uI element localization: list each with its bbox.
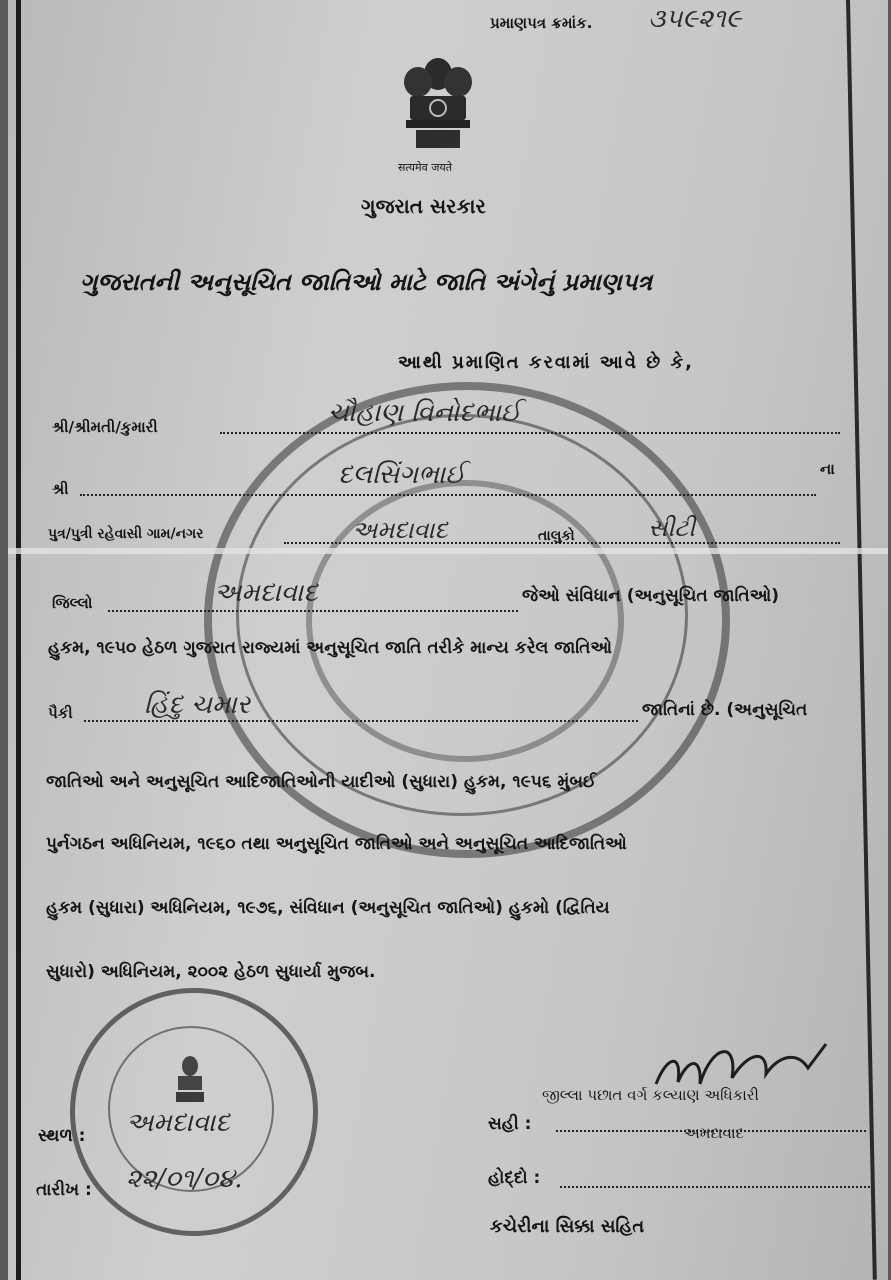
place-value: અમદાવાદ: [126, 1108, 230, 1138]
para-1: હુકમ, ૧૯૫૦ હેઠળ ગુજરાત રાજ્યમાં અનુસૂચિત જાતિ તરીકે માન્ય કરેલ જાતિઓ: [48, 638, 613, 658]
para-4: હુકમ (સુધારા) અધિનિયમ, ૧૯૭૬, સંવિધાન (અનુસૂચિત જાતિઓ) હુકમો (દ્વિતિય: [46, 898, 610, 918]
father-label: શ્રી: [52, 480, 69, 498]
date-label: તારીખ :: [36, 1180, 92, 1200]
designation-stamp: જીલ્લા પછાત વર્ગ કલ્યાણ અધિકારી: [542, 1086, 759, 1104]
residence-value: અમદાવાદ: [352, 516, 448, 544]
intro-text: આથી પ્રમાણિત કરવામાં આવે છે કે,: [398, 352, 695, 373]
district-line: [108, 610, 518, 612]
national-emblem-icon: [396, 52, 480, 156]
para-3: પુર્નગઠન અધિનિયમ, ૧૯૬૦ તથા અનુસૂચિત જાતિઓ અને અનુસૂચિત આદિજાતિઓ: [46, 834, 627, 854]
father-value: દલસિંગભાઈ: [338, 460, 466, 490]
para-5: સુધારો) અધિનિયમ, ૨૦૦૨ હેઠળ સુધાર્યા મુજબ.: [46, 962, 376, 982]
father-suffix: ના: [820, 460, 835, 478]
post-line: [560, 1186, 870, 1188]
father-line: [80, 494, 816, 496]
caste-value: હિંદુ ચમાર: [144, 690, 251, 720]
cert-no-value: ૩૫૯૨૧૯: [648, 4, 742, 34]
government-name: ગુજરાત સરકાર: [361, 194, 486, 218]
certificate-title: ગુજરાતની અનુસૂચિત જાતિઓ માટે જાતિ અંગેનું પ્રમાણપત્ર: [80, 268, 653, 296]
date-value: ૨૨/૦૧/૦૪.: [126, 1164, 243, 1194]
motto: सत्यमेव जयते: [398, 161, 453, 174]
paper-fold: [8, 548, 888, 554]
office-seal-note: કચેરીના સિક્કા સહિત: [490, 1216, 645, 1237]
right-border: [846, 0, 877, 1280]
signature-label: સહી :: [488, 1114, 532, 1134]
name-line: [220, 432, 840, 434]
taluka-label: તાલુકો: [538, 528, 575, 544]
seal-emblem-icon: [172, 1054, 208, 1108]
post-label: હોદ્દો :: [488, 1168, 541, 1188]
designation-city: અમદાવાદ: [684, 1124, 744, 1142]
signature-line: [556, 1130, 866, 1132]
left-border: [16, 0, 21, 1280]
caste-label: પૈકી: [48, 704, 73, 722]
name-label: શ્રી/શ્રીમતી/કુમારી: [52, 418, 158, 436]
taluka-value: સીટી: [648, 514, 696, 542]
district-label: જિલ્લો: [52, 594, 93, 612]
caste-suffix: જાતિનાં છે. (અનુસૂચિત: [642, 700, 808, 720]
cert-no-label: પ્રમાણપત્ર ક્રમાંક.: [490, 14, 593, 32]
certificate-sheet: [8, 0, 888, 1280]
district-value: અમદાવાદ: [214, 578, 318, 608]
para-2: જાતિઓ અને અનુસૂચિત આદિજાતિઓની યાદીઓ (સુધારા) હુકમ, ૧૯૫૬ મુંબઈ: [46, 772, 597, 792]
district-suffix: જેઓ સંવિધાન (અનુસૂચિત જાતિઓ): [522, 586, 780, 606]
name-value: ચૌહાણ વિનોદભાઈ: [328, 398, 521, 428]
place-label: સ્થળ :: [38, 1126, 86, 1146]
residence-label: પુત્ર/પુત્રી રહેવાસી ગામ/નગર: [48, 526, 204, 542]
